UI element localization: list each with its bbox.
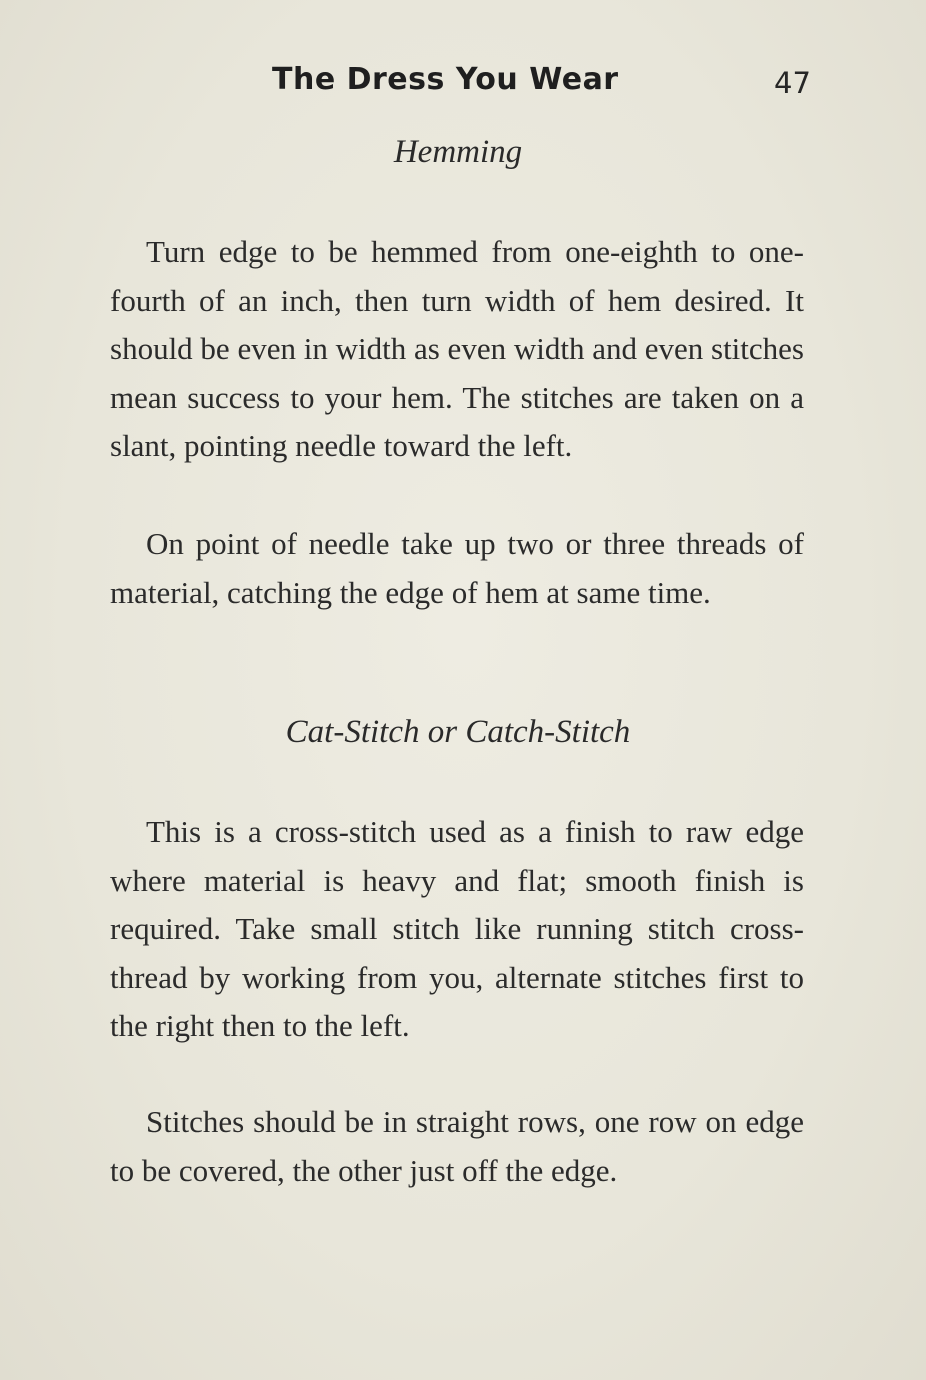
section-heading-cat-stitch: Cat-Stitch or Catch-Stitch [285,714,631,750]
paragraph: On point of needle take up two or three threads of material, catching the edge of hem at same time. [110,526,804,610]
section-heading-hemming: Hemming [393,134,523,170]
paragraph: Stitches should be in straight rows, one row on edge to be covered, the other just off the edge. [110,1104,804,1188]
paragraph: Turn edge to be hemmed from one-eighth to one-fourth of an inch, then turn width of hem desired. It should be even in width as even width and even stitches mean success to your hem. The stitches are taken on a slant, pointing needle toward the left. [110,234,804,463]
page-number: 47 [774,66,811,100]
paragraph: This is a cross-stitch used as a finish to raw edge where material is heavy and flat; smooth finish is required. Take small stitch like running stitch cross-thread by working from you, alternate stitches first to the right then to the left. [110,814,804,1043]
running-title: The Dress You Wear [272,62,619,97]
